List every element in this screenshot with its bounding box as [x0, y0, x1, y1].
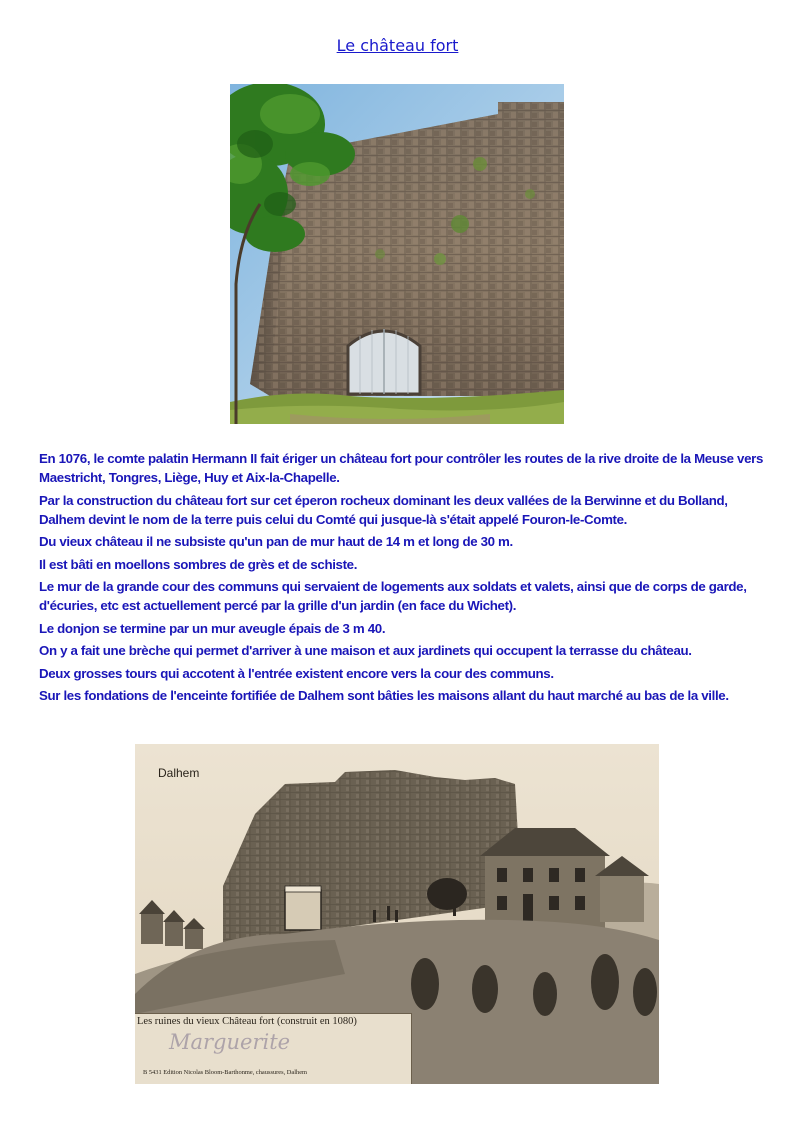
paragraph: Par la construction du château fort sur cet éperon rocheux dominant les deux vallées de la Berwinne et du Bolland, Dalhem devint le nom de la terre puis celui du Comté qui jusque-là s'était appelé Fouron-le-Comte. — [39, 492, 728, 527]
paragraph: En 1076, le comte palatin Hermann II fait ériger un château fort pour contrôler les routes de la rive droite de la Meuse vers Maestricht, Tongres, Liège, Huy et Aix-la-Chapelle. — [39, 451, 764, 485]
paragraph: Deux grosses tours qui accotent à l'entrée existent encore vers la cour des communs. — [39, 665, 554, 681]
paragraph: Il est bâti en moellons sombres de grès et de schiste. — [39, 556, 358, 572]
paragraph: Sur les fondations de l'enceinte fortifiée de Dalhem sont bâties les maisons allant du haut marché au bas de la ville. — [39, 688, 729, 703]
paragraph: Le donjon se termine par un mur aveugle épais de 3 m 40. — [39, 620, 386, 636]
paragraph: On y a fait une brèche qui permet d'arriver à une maison et aux jardinets qui occupent la terrasse du château. — [39, 643, 692, 658]
castle-wall-photo — [230, 84, 564, 424]
page-title: Le château fort — [336, 36, 459, 55]
postcard-publisher: B 5431 Edition Nicolas Bloom-Barthonme, chaussures, Dalhem — [143, 1069, 308, 1076]
postcard-image — [135, 744, 659, 1084]
paragraph: Du vieux château il ne subsiste qu'un pan de mur haut de 14 m et long de 30 m. — [39, 534, 513, 549]
postcard-caption: Les ruines du vieux Château fort (construit en 1080) — [137, 1016, 357, 1027]
postcard-place-label: Dalhem — [158, 766, 200, 780]
body-text — [39, 449, 774, 709]
paragraph: Le mur de la grande cour des communs qui servaient de logements aux soldats et valets, ainsi que de corps de garde, d'écuries, etc est actuellement percé par la grille d'un jardin (en face du Wichet). — [39, 579, 747, 613]
handwritten-signature: Marguerite — [169, 1030, 291, 1054]
